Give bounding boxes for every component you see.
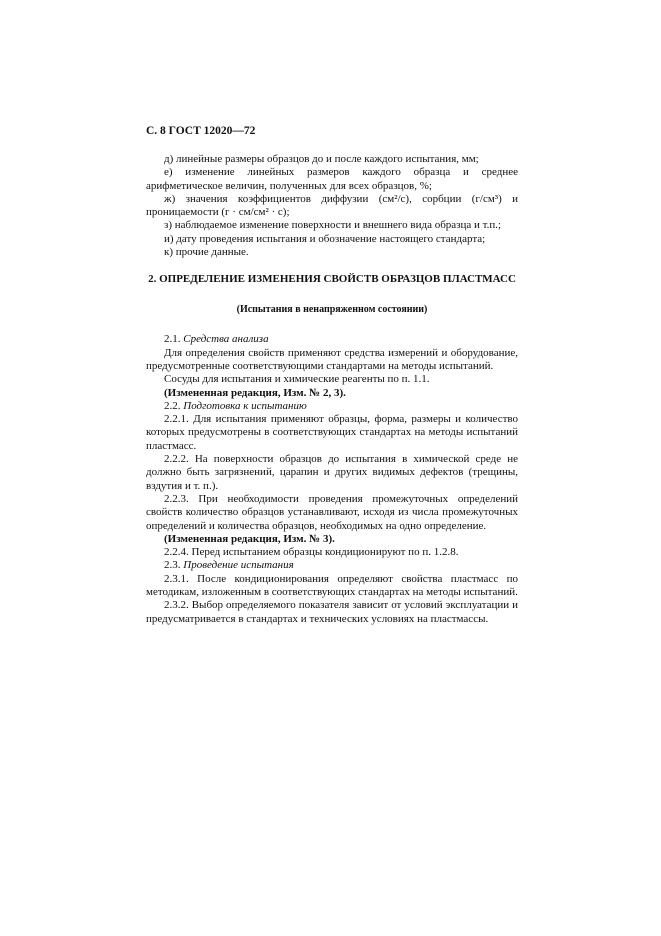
subsection-heading-2-3 (146, 559, 518, 572)
paragraph-2-2-4: 2.2.4. Перед испытанием образцы кондиционируют по п. 1.2.8. (164, 546, 459, 559)
subsection-title: Подготовка к испытанию (183, 399, 307, 412)
subsection-number: 2.3. (164, 559, 181, 572)
paragraph-2-2-1: 2.2.1. Для испытания применяют образцы, форма, размеры и количество которых предусмотрены в соответствующих стандартах на методы испытаний пластмасс. (146, 413, 518, 452)
paragraph-2-3-1: 2.3.1. После кондиционирования определяют свойства пластмасс по методикам, изложенным в соответствующих стандартах на методы испытаний. (146, 572, 518, 599)
list-item: з) наблюдаемое изменение поверхности и внешнего вида образца и т.п.; (164, 219, 502, 232)
subsection-number: 2.2. (164, 399, 181, 412)
paragraph-2-3-2: 2.3.2. Выбор определяемого показателя зависит от условий эксплуатации и предусматривается в стандартах и технических условиях на пластмассы. (146, 599, 518, 625)
section-body (146, 333, 518, 626)
list-item: е) изменение линейных размеров каждого образца и среднее арифметическое величин, полученных для всех образцов, %; (146, 166, 518, 192)
section-title: 2. ОПРЕДЕЛЕНИЕ ИЗМЕНЕНИЯ СВОЙСТВ ОБРАЗЦОВ ПЛАСТМАСС (148, 273, 516, 286)
list-item: и) дату проведения испытания и обозначение настоящего стандарта; (164, 232, 486, 245)
subsection-heading-2-1 (146, 333, 518, 346)
subsection-title: Средства анализа (183, 333, 269, 346)
subsection-heading-2-2 (146, 400, 518, 413)
section-subtitle: (Испытания в ненапряженном состоянии) (236, 304, 428, 316)
amendment-note: (Измененная редакция, Изм. № 2, 3). (164, 386, 346, 399)
paragraph-2-2-3: 2.2.3. При необходимости проведения промежуточных определений свойств количество образцов устанавливают, исходя из числа промежуточных определений и количества образцов, необходимых на одно определение. (146, 492, 518, 532)
document-page (146, 125, 518, 626)
subsection-number: 2.1. (164, 333, 181, 346)
list-item: к) прочие данные. (164, 246, 249, 259)
list-item: д) линейные размеры образцов до и после каждого испытания, мм; (164, 153, 479, 165)
paragraph-2-1-vessels: Сосуды для испытания и химические реагенты по п. 1.1. (164, 373, 430, 386)
page-header: С. 8 ГОСТ 12020—72 (146, 125, 256, 137)
amendment-note: (Измененная редакция, Изм. № 3). (164, 532, 335, 545)
paragraph-2-1: Для определения свойств применяют средства измерений и оборудование, предусмотренные соответствующими стандартами на методы испытаний. (146, 346, 518, 372)
paragraph-2-2-2: 2.2.2. На поверхности образцов до испытания в химической среде не должно быть загрязнений, царапин и других видимых дефектов (трещины, вздутия и т. п.). (146, 453, 518, 492)
results-list (146, 153, 518, 259)
list-item: ж) значения коэффициентов диффузии (см²/с), сорбции (г/см³) и проницаемости (г · см/см² · с); (146, 192, 518, 219)
subsection-title: Проведение испытания (183, 559, 294, 572)
